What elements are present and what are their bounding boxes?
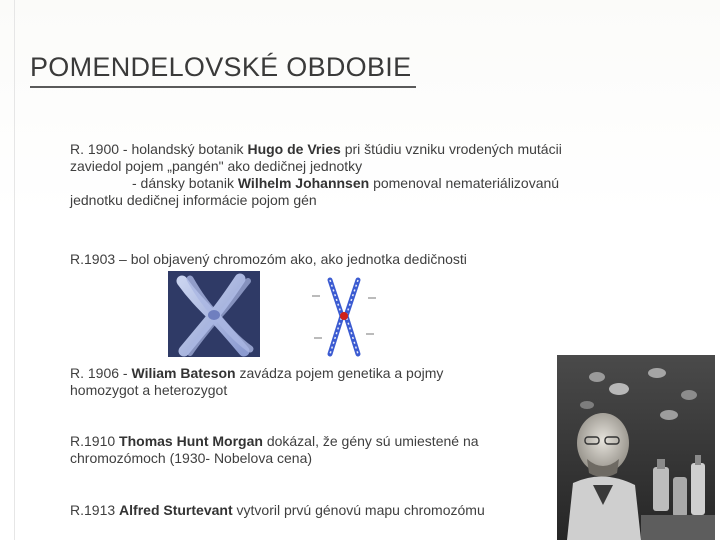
item-1910-line2: chromozómoch (1930- Nobelova cena) bbox=[70, 450, 313, 466]
item-1906-line2: homozygot a heterozygot bbox=[70, 382, 228, 398]
item-1900 bbox=[70, 141, 650, 209]
slide-title: POMENDELOVSKÉ OBDOBIE bbox=[30, 52, 412, 82]
item-1900-line1: R. 1900 - holandský botanik Hugo de Vries pri štúdiu vzniku vrodených mutácii bbox=[70, 141, 562, 157]
chromosome-micrograph-image bbox=[168, 271, 260, 357]
item-1910 bbox=[70, 433, 540, 467]
item-1910-line1: R.1910 Thomas Hunt Morgan dokázal, že gény sú umiestené na bbox=[70, 433, 479, 449]
item-1906-line1: R. 1906 - Wiliam Bateson zavádza pojem genetika a pojmy bbox=[70, 365, 444, 381]
item-1906 bbox=[70, 365, 540, 399]
slide-left-rule bbox=[14, 0, 15, 540]
item-1900-line2: zaviedol pojem „pangén" ako dedičnej jednotky bbox=[70, 158, 363, 174]
morgan-portrait-photo bbox=[557, 355, 715, 540]
item-1913: R.1913 Alfred Sturtevant vytvoril prvú génovú mapu chromozómu bbox=[70, 502, 485, 518]
chromosome-diagram-image bbox=[308, 276, 380, 360]
item-1900-line3: - dánsky botanik Wilhelm Johannsen pomenoval nemateriálizovanú bbox=[132, 175, 560, 191]
item-1900-line4: jednotku dedičnej informácie pojom gén bbox=[70, 192, 317, 208]
item-1903: R.1903 – bol objavený chromozóm ako, ako jednotka dedičnosti bbox=[70, 251, 467, 267]
title-underline bbox=[30, 86, 416, 88]
